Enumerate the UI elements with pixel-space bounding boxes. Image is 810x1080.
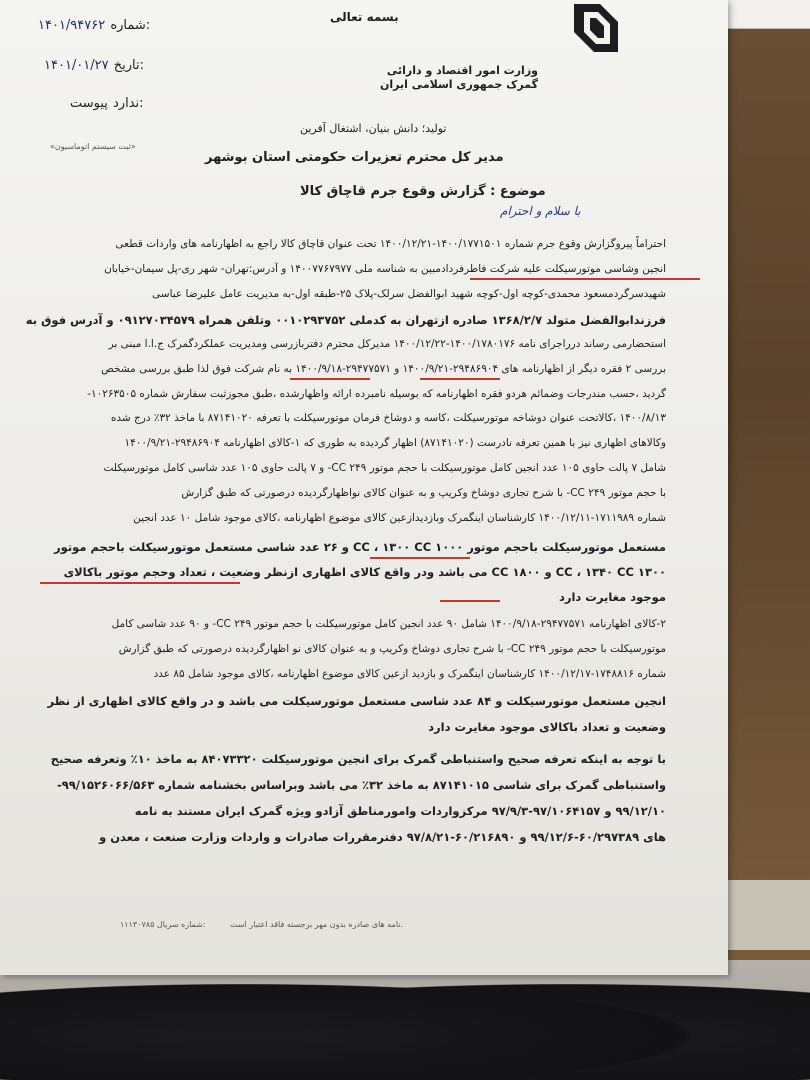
pen-underline — [370, 557, 470, 559]
body-line: واستنباطی گمرک برای شاسی ۸۷۱۴۱۰۱۵ به ماخذ ۳۲٪ می باشد وبراساس بخشنامه شماره ۹۹/۱۵۲۶۰۶۶/۵۶۳- — [56, 778, 666, 792]
body-line: موجود مغایرت دارد — [558, 590, 666, 604]
body-line: وکالاهای اظهاری نیز با همین تعرفه نادرست (۸۷۱۴۱۰۲۰) اظهار گردیده به طوری که ۱-کالای اظهارنامه ۲۹۴۸۶۹۰۴-۱۴۰۰/۹/۲۱ — [124, 437, 666, 449]
number-row — [38, 14, 150, 33]
attachment-label: پیوست: — [70, 96, 144, 111]
body-line: موتورسیکلت با حجم موتور ۲۴۹ CC- با شرح تجاری دوشاخ وکریپ و به عنوان کالای نو اظهارگردیده درصورتی که طبق گزارش — [118, 643, 666, 655]
body-line: های ۶۰/۲۹۷۳۸۹-۹۹/۱۲/۶ و ۶۰/۲۱۶۸۹۰-۹۷/۸/۲۱ دفترمقررات صادرات و واردات وزارت صنعت ، معدن و — [99, 830, 666, 844]
tagline: تولید؛ دانش بنیان، اشتغال آفرین — [300, 122, 447, 135]
body-line: مستعمل موتورسیکلت باحجم موتور ۱۰۰۰ CC ، ۱۳۰۰ CC و ۲۶ عدد شاسی مستعمل موتورسیکلت باحجم موتور — [54, 540, 666, 554]
pen-underline — [40, 582, 240, 584]
handwritten-greeting: با سلام و احترام — [500, 204, 581, 218]
body-line: انجین مستعمل موتورسیکلت و ۸۴ عدد شاسی مستعمل موتورسیکلت می باشد و در واقع کالای اظهاری از نظر — [47, 694, 666, 708]
body-line: گردید ،حسب مندرجات وضمائم هردو فقره اظهارنامه که بوسیله نامبرده ارائه واظهارشده ،طبق مجوزثبت سفارش شماره ۱۰۲۶۳۵۰۵- — [87, 388, 666, 400]
subject: موضوع : گزارش وقوع جرم قاچاق کالا — [300, 184, 546, 199]
body-line: بررسی ۲ فقره دیگر از اظهارنامه های ۲۹۴۸۶۹۰۴-۱۴۰۰/۹/۲۱ و ۲۹۴۷۷۵۷۱-۱۴۰۰/۹/۱۸ به نام شرکت فوق لذا طبق بررسی مشخص — [101, 363, 666, 375]
body-line: شامل ۷ پالت حاوی ۱۰۵ عدد انجین کامل موتورسیکلت با حجم موتور ۲۴۹ CC- و ۷ پالت حاوی ۱۰۵ عدد شاسی کامل موتورسیکلت — [103, 462, 666, 474]
body-line: ۲-کالای اظهارنامه ۲۹۴۷۷۵۷۱-۱۴۰۰/۹/۱۸ شامل ۹۰ عدد انجین کامل موتورسیکلت با حجم موتور ۲۴۹ CC- و ۹۰ عدد شاسی کامل — [111, 618, 666, 630]
legs-shadow — [0, 970, 810, 1080]
date-row — [44, 54, 144, 73]
body-line: استحضارمی رساند درراجرای نامه ۱۴۰۰/۱۷۸۰۱۷۶-۱۴۰۰/۱۲/۲۲ مدیرکل محترم دفتربازرسی ومدیریت عملکردگمرک ج.ا.ا مبنی بر — [108, 338, 666, 350]
pen-underline — [440, 600, 500, 602]
recipient: مدیر کل محترم تعزیرات حکومتی استان بوشهر — [205, 150, 504, 165]
pen-underline — [470, 278, 700, 280]
ministry-line: وزارت امور اقتصاد و دارائی — [386, 64, 538, 77]
body-line: ۱۳۰۰ CC ، ۱۳۴۰ CC و ۱۸۰۰ CC می باشد ودر واقع کالای اظهاری ازنظر وضعیت ، تعداد وحجم موتور باکالای — [63, 565, 666, 579]
attachment-value: ندارد — [113, 96, 140, 111]
body-line: احتراماً پیروگزارش وقوع جرم شماره ۱۴۰۰/۱۷۷۱۵۰۱-۱۴۰۰/۱۲/۲۱ تحت عنوان قاچاق کالا راجع به اظهارنامه های واردات قطعی — [115, 238, 666, 250]
body-line: شماره ۱۷۴۸۸۱۶-۱۴۰۰/۱۲/۱۷ کارشناسان اینگمرک و بازدید ازعین کالای موضوع اظهارنامه ،کالای موجود شامل ۸۵ عدد — [153, 668, 666, 680]
body-line: ۱۴۰۰/۸/۱۳ ،کالاتحت عنوان دوشاخه موتورسیکلت ،کاسه و دوشاخ فرمان موتورسیکلت با تعرفه ۸۷۱۴۱۰۲۰ با ماخذ ۳۲٪ درج شده — [110, 412, 666, 424]
number-value: ۱۴۰۱/۹۴۷۶۲ — [38, 18, 106, 33]
body-line: فرزندابوالفضل متولد ۱۳۶۸/۲/۷ صادره ازتهران به کدملی ۰۰۱۰۲۹۳۷۵۲ وتلفن همراه ۰۹۱۲۷۰۳۴۵۷۹ و آدرس فوق به — [25, 313, 666, 327]
serial-label: شماره سریال: — [156, 920, 206, 929]
ministry-block — [380, 64, 538, 92]
footer-note: نامه های صادره بدون مهر برجسته فاقد اعتبار است. — [230, 920, 404, 929]
date-label: تاریخ: — [113, 58, 144, 73]
customs-logo-icon — [560, 0, 624, 58]
body-line: شهیدسرگردمسعود محمدی-کوچه اول-کوچه شهید ابوالفضل سرلک-پلاک ۲۵-طبقه اول-به مدیریت عامل علیرضا عباسی — [152, 288, 666, 300]
pen-underline — [290, 378, 370, 380]
serial-value: ۱۱۱۳۰۷۸۵ — [120, 920, 155, 929]
attachment-row — [70, 92, 144, 111]
body-line: با توجه به اینکه تعرفه صحیح واستنباطی گمرک برای انجین موتورسیکلت ۸۴۰۷۳۳۲۰ به ماخذ ۱۰٪ وتعرفه صحیح — [50, 752, 666, 766]
body-line: ۹۹/۱۲/۱۰ و ۹۷/۱۰۶۴۱۵۷-۹۷/۹/۳ مرکزواردات وامورمناطق آزادو ویژه گمرک ایران مستند به نامه — [134, 804, 666, 818]
body-line: وضعیت و تعداد باکالای موجود مغایرت دارد — [428, 720, 666, 734]
system-note: «ثبت سیستم اتوماسیون» — [50, 142, 136, 151]
serial-row — [120, 920, 206, 929]
number-label: شماره: — [110, 18, 151, 33]
ministry-line: گمرک جمهوری اسلامی ایران — [379, 78, 538, 91]
body-line: با حجم موتور ۲۴۹ CC- با شرح تجاری دوشاخ وکریپ و به عنوان کالای نواظهارگردیده درصورتی که طبق گزارش — [181, 487, 666, 499]
body-line: شماره ۱۷۱۱۹۸۹-۱۴۰۰/۱۲/۱۱ کارشناسان اینگمرک وبازدیدازعین کالای موضوع اظهارنامه ،کالای موجود شامل ۱۰ عدد انجین — [133, 512, 666, 524]
body-line: انجین وشاسی موتورسیکلت علیه شرکت فاطرفردادمبین به شناسه ملی ۱۴۰۰۷۷۶۷۹۷۷ و آدرس:تهران- شهر ری-پل سیمان-خیابان — [104, 263, 666, 275]
pen-underline — [420, 378, 500, 380]
date-value: ۱۴۰۱/۰۱/۲۷ — [44, 58, 109, 73]
basmala: بسمه تعالی — [330, 10, 399, 24]
